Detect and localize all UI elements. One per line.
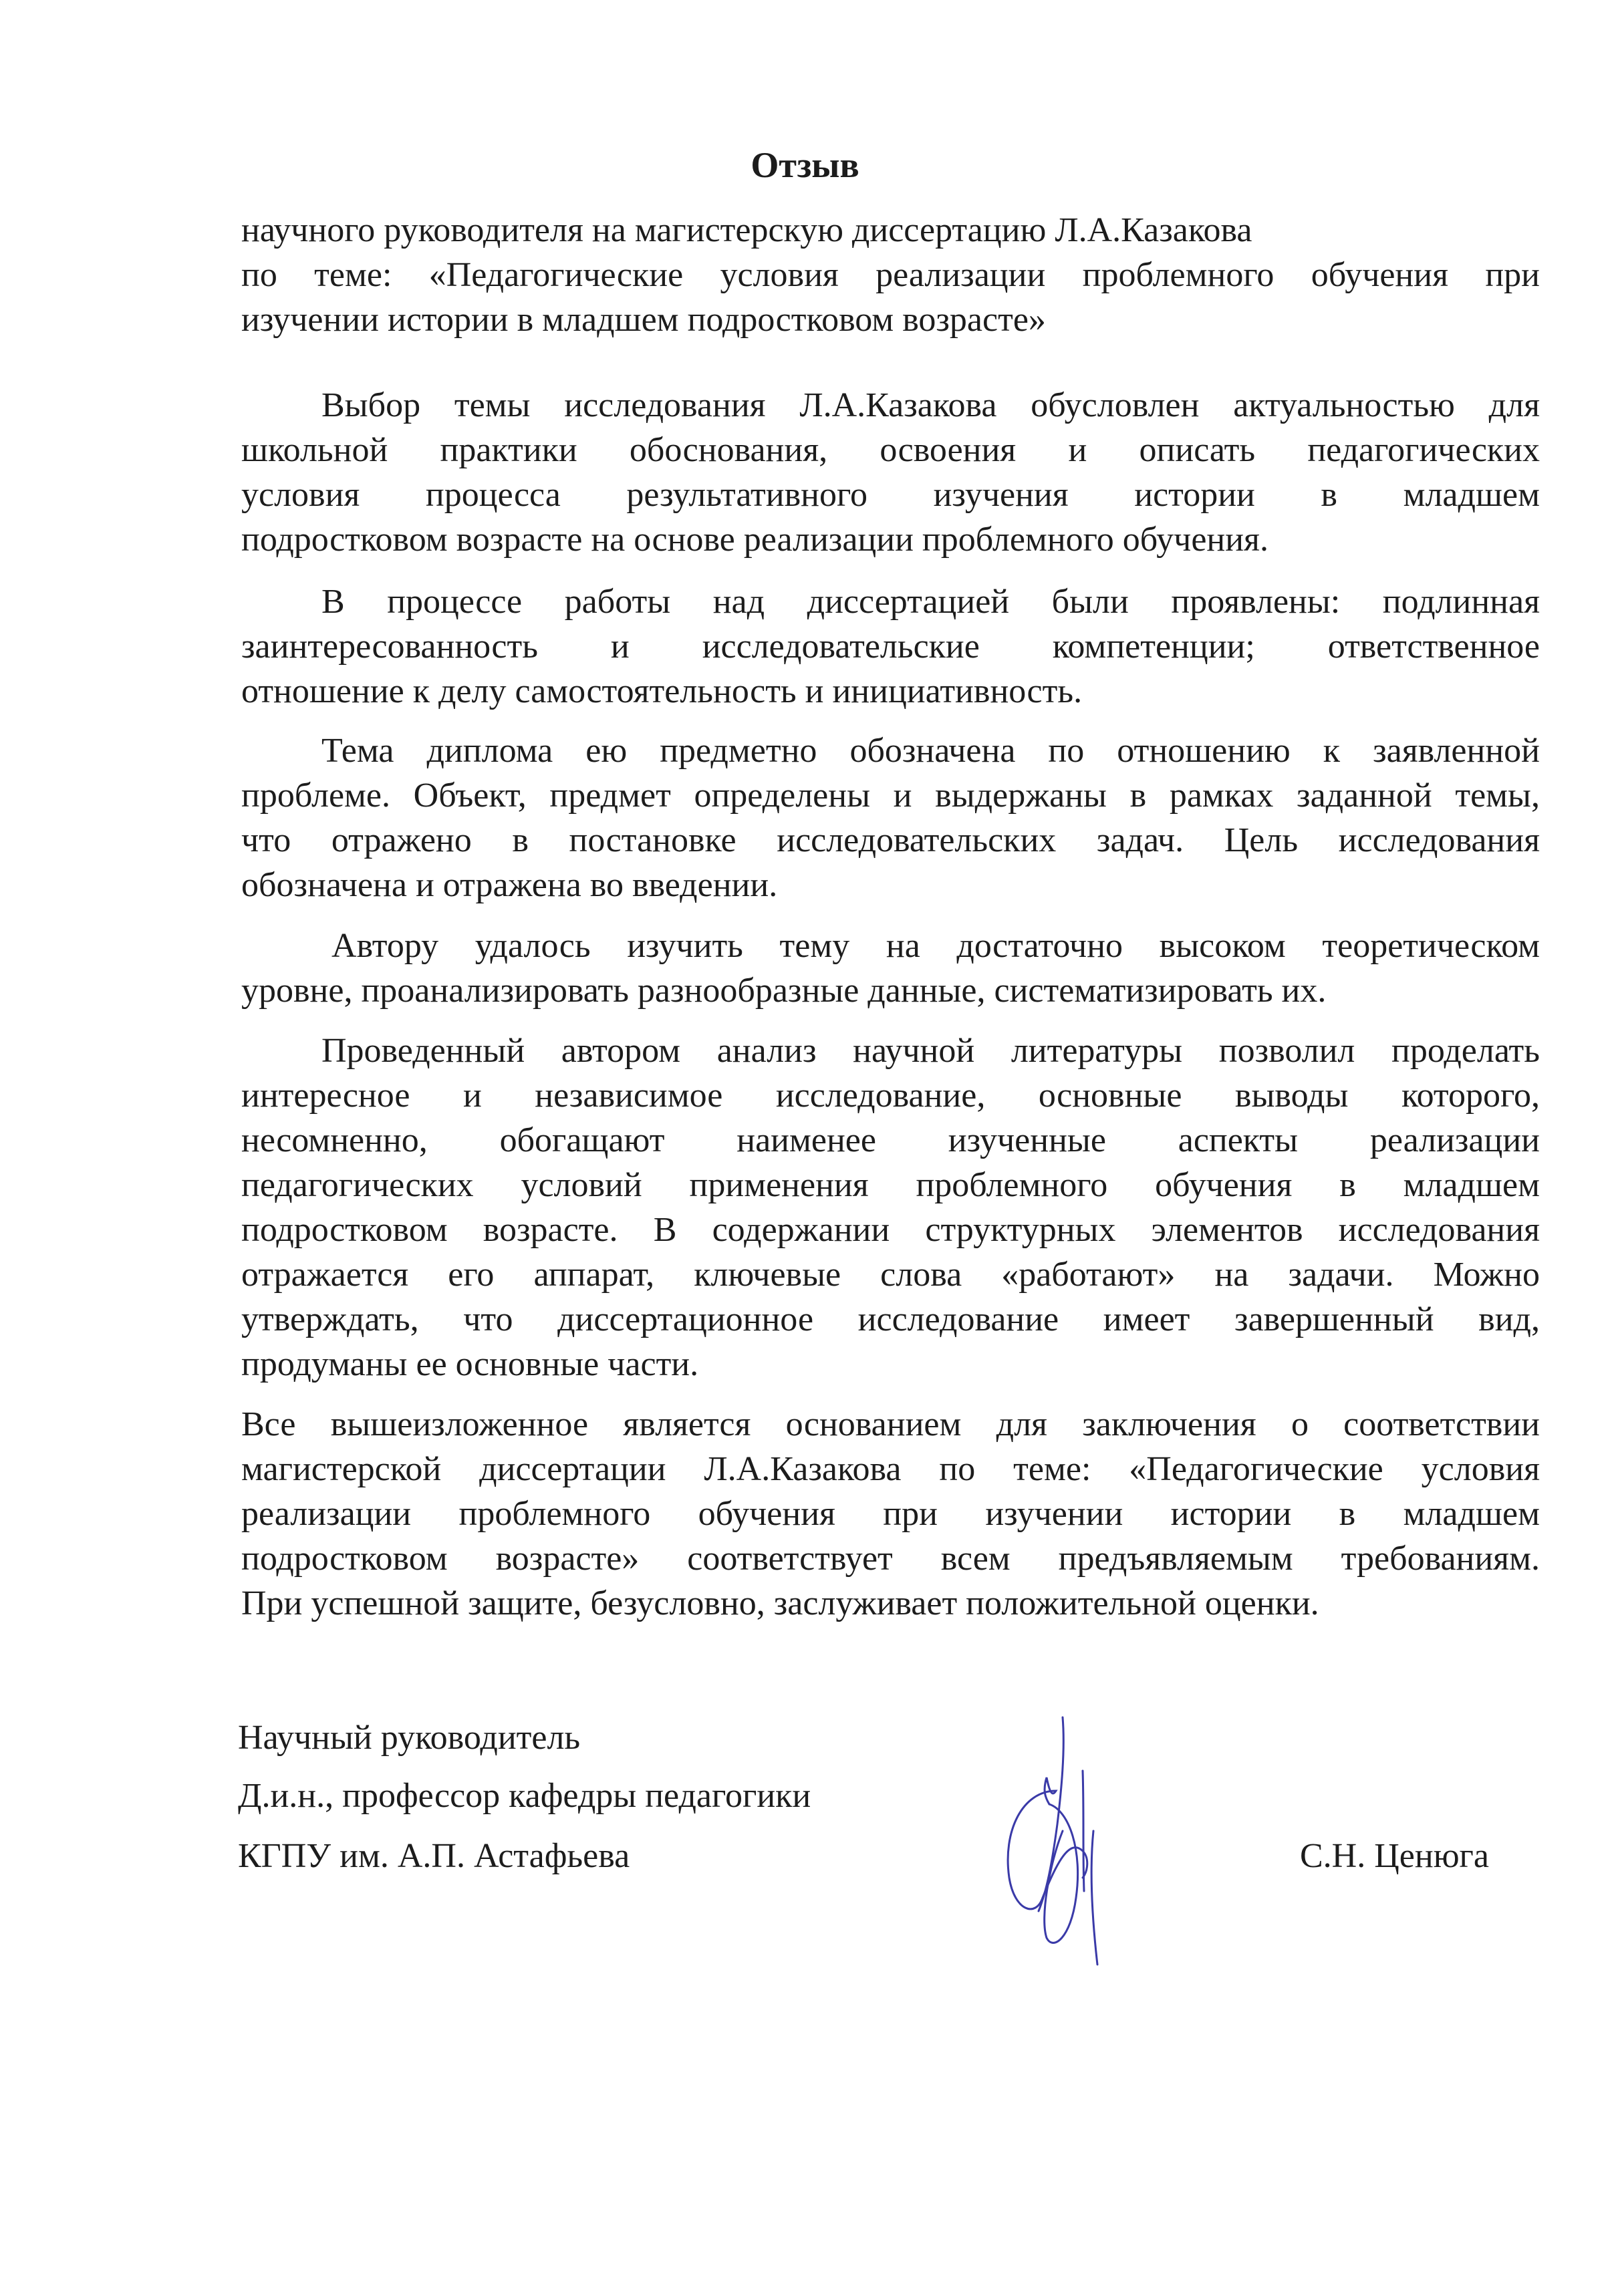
document-title: Отзыв: [751, 145, 859, 185]
text-line: что отражено в постановке исследовательских задач. Цель исследования: [241, 821, 1540, 859]
text-line: интересное и независимое исследование, основные выводы которого,: [241, 1077, 1540, 1115]
signer-name: С.Н. Ценюга: [1300, 1837, 1489, 1875]
text-line: условия процесса результативного изучения истории в младшем: [241, 476, 1540, 514]
text-line: отражается его аппарат, ключевые слова «работают» на задачи. Можно: [241, 1256, 1540, 1294]
text-line: подростковом возрасте» соответствует всем предъявляемым требованиям.: [241, 1540, 1540, 1578]
text-line: отношение к делу самостоятельность и инициативность.: [241, 672, 1083, 710]
signer-institution: КГПУ им. А.П. Астафьева: [238, 1837, 630, 1875]
text-line: реализации проблемного обучения при изучении истории в младшем: [241, 1495, 1540, 1533]
text-line: подростковом возрасте на основе реализации проблемного обучения.: [241, 521, 1268, 559]
heading-line: по теме: «Педагогические условия реализации проблемного обучения при: [241, 256, 1540, 294]
text-line: Выбор темы исследования Л.А.Казакова обусловлен актуальностью для: [321, 386, 1540, 424]
text-line: Проведенный автором анализ научной литературы позволил проделать: [321, 1032, 1540, 1070]
text-line: утверждать, что диссертационное исследование имеет завершенный вид,: [241, 1300, 1540, 1338]
text-line: проблеме. Объект, предмет определены и выдержаны в рамках заданной темы,: [241, 776, 1540, 815]
text-line: несомненно, обогащают наименее изученные аспекты реализации: [241, 1121, 1540, 1159]
text-line: педагогических условий применения проблемного обучения в младшем: [241, 1166, 1540, 1204]
text-line: При успешной защите, безусловно, заслуживает положительной оценки.: [241, 1584, 1319, 1622]
signer-position: Д.и.н., профессор кафедры педагогики: [238, 1777, 811, 1815]
text-line: школьной практики обоснования, освоения и описать педагогических: [241, 431, 1540, 469]
text-line: магистерской диссертации Л.А.Казакова по теме: «Педагогические условия: [241, 1450, 1540, 1488]
text-line: обозначена и отражена во введении.: [241, 866, 778, 904]
signer-role: Научный руководитель: [238, 1719, 581, 1757]
handwritten-signature: [982, 1697, 1116, 1978]
text-line: подростковом возрасте. В содержании структурных элементов исследования: [241, 1211, 1540, 1249]
heading-line: научного руководителя на магистерскую диссертацию Л.А.Казакова: [241, 211, 1252, 249]
text-line: заинтересованность и исследовательские компетенции; ответственное: [241, 627, 1540, 666]
text-line: Все вышеизложенное является основанием для заключения о соответствии: [241, 1405, 1540, 1443]
text-line: продуманы ее основные части.: [241, 1345, 699, 1383]
heading-line: изучении истории в младшем подростковом возрасте»: [241, 301, 1046, 339]
text-line: уровне, проанализировать разнообразные данные, систематизировать их.: [241, 972, 1327, 1010]
text-line: В процессе работы над диссертацией были проявлены: подлинная: [321, 583, 1540, 621]
text-line: Автору удалось изучить тему на достаточно высоком теоретическом: [331, 927, 1540, 965]
text-line: Тема диплома ею предметно обозначена по отношению к заявленной: [321, 732, 1540, 770]
